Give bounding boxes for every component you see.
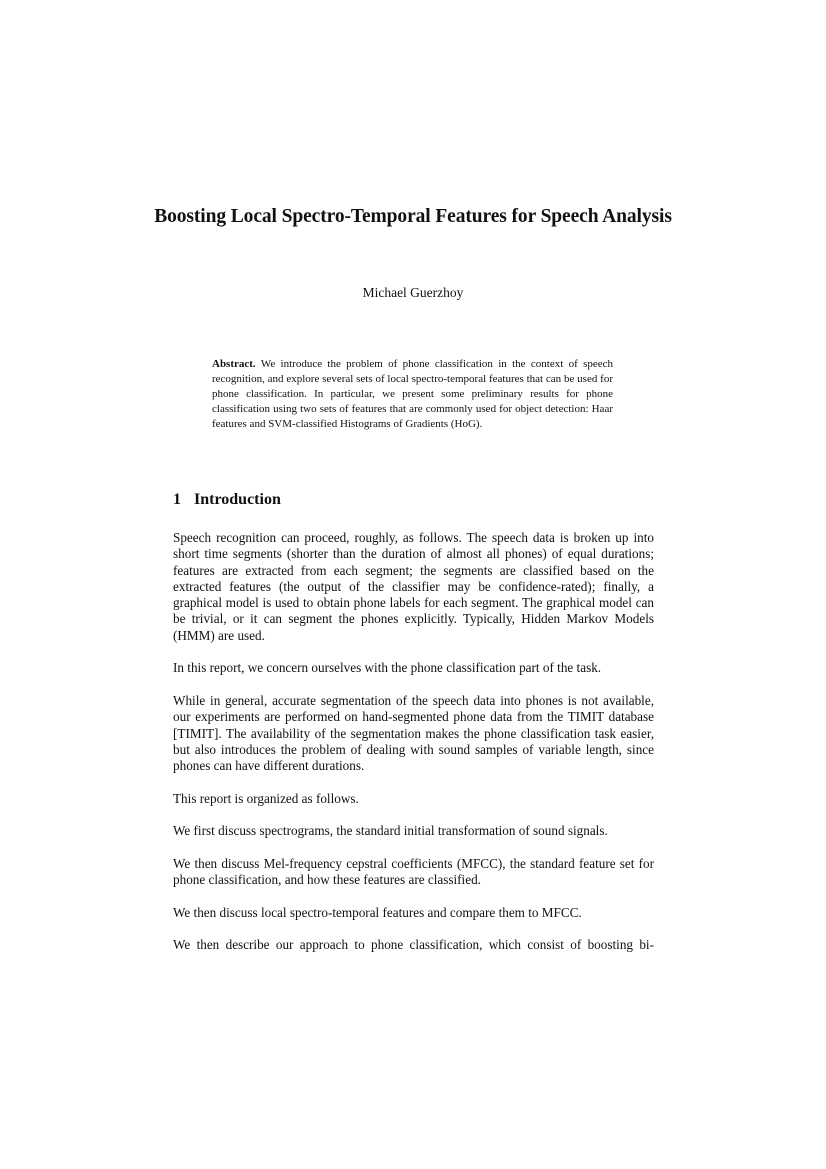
body-paragraph: We then discuss local spectro-temporal features and compare them to MFCC. [173, 904, 582, 920]
body-paragraph: We then describe our approach to phone classification, which consist of boosting bi- [173, 937, 654, 953]
section-heading [173, 490, 281, 510]
abstract [212, 357, 613, 432]
section-number: 1 [173, 491, 181, 508]
section-title: Introduction [194, 491, 281, 508]
author-name: Michael Guerzhoy [362, 285, 464, 300]
paper-title: Boosting Local Spectro-Temporal Features for Speech Analysis [154, 206, 672, 227]
abstract-text: We introduce the problem of phone classification in the context of speech recognition, and explore several sets of local spectro-temporal features that can be used for phone classification. In particular, we present some preliminary results for phone classification using two sets of features that are commonly used for object detection: Haar features and SVM-classified Histograms of Gradients (HoG). [212, 358, 613, 430]
section-body [173, 530, 654, 970]
abstract-label: Abstract. [212, 358, 256, 370]
body-paragraph: This report is organized as follows. [173, 790, 359, 806]
body-paragraph: We first discuss spectrograms, the standard initial transformation of sound signals. [173, 823, 608, 839]
body-paragraph: We then discuss Mel-frequency cepstral coefficients (MFCC), the standard feature set for phone classification, and how these features are classified. [173, 855, 654, 888]
body-paragraph: Speech recognition can proceed, roughly, as follows. The speech data is broken up into short time segments (shorter than the duration of almost all phones) of equal durations; features are extracted from each segment; the segments are classified based on the extracted features (the output of the classifier may be confidence-rated); finally, a graphical model is used to obtain phone labels for each segment. The graphical model can be trivial, or it can segment the phones explicitly. Typically, Hidden Markov Models (HMM) are used. [173, 530, 654, 643]
body-paragraph: In this report, we concern ourselves with the phone classification part of the task. [173, 660, 602, 676]
body-paragraph: While in general, accurate segmentation of the speech data into phones is not available, our experiments are performed on hand-segmented phone data from the TIMIT database [TIMIT]. The availability of the segmentation makes the phone classification task easier, but also introduces the problem of dealing with sound samples of variable length, since phones can have different durations. [173, 692, 654, 774]
